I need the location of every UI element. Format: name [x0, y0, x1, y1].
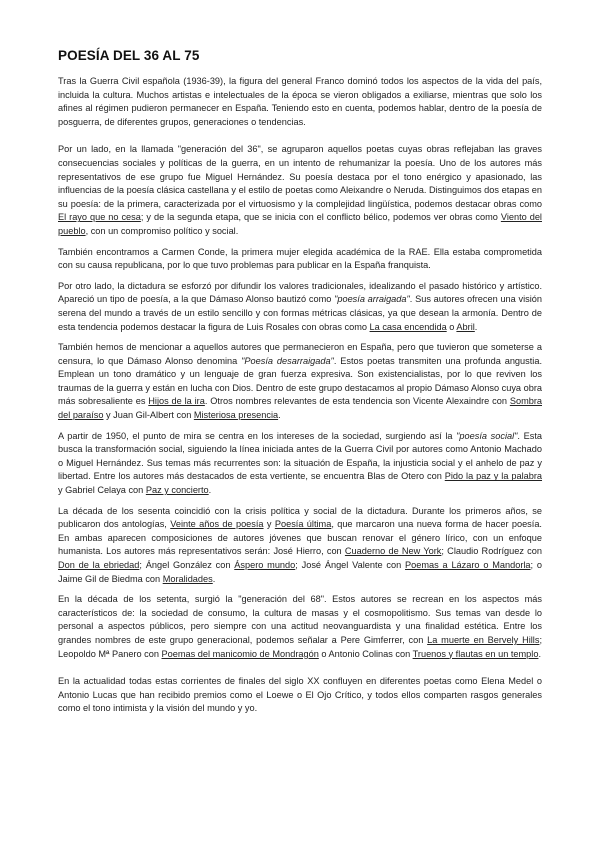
work-title: Viento del pueblo	[58, 212, 542, 236]
work-title: La casa encendida	[369, 321, 447, 332]
work-title: Áspero mundo	[234, 560, 296, 570]
paragraph-sesenta: La década de los sesenta coincidió con la crisis política y social de la dictadura. Durante los primeros años, se publicaron dos antologías, Veinte años de poesía y Poesía última, que marcaron una nueva forma de hacer poesía. En ambas aparecen composiciones de autores jóvenes que buscan renovar el género lírico, con un enfoque humanista. Los autores más representativos serán: José Hierro, con Cuaderno de New York; Claudio Rodríguez con Don de la ebriedad; Ángel González con Áspero mundo; José Ángel Valente con Poemas a Lázaro o Mandorla; o Jaime Gil de Biedma con Moralidades.	[58, 505, 543, 584]
paragraph-intro: Tras la Guerra Civil española (1936-39), la figura del general Franco dominó todos los aspectos de la vida del país, incluida la cultura. Muchos artistas e intelectuales de la época se vieron obligados a exiliarse, mientras que solo los afines al régimen pudieron permanecer en España. Teniendo esto en cuenta, podemos hablar, dentro de la poesía de posguerra, de diferentes grupos, generaciones o tendencias.	[58, 76, 542, 127]
paragraph-poesia-social: A partir de 1950, el punto de mira se centra en los intereses de la sociedad, surgiendo así la "poesía social". Esta busca la transformación social, siguiendo la línea iniciada antes de la Guerra Civil por autores como Antonio Machado o Miguel Hernández. Sus temas más recurrentes son: la situación de España, la injusticia social y el anhelo de paz y libertad. Entre los autores más destacados de esta vertiente, se encuentra Blas de Otero con Pido la paz y la palabra y Gabriel Celaya con Paz y concierto.	[58, 430, 543, 496]
work-title: Truenos y flautas en un templo	[412, 648, 539, 659]
page-title: POESÍA DEL 36 AL 75	[58, 48, 200, 63]
work-title: Cuaderno de New York	[344, 546, 442, 557]
work-title: Poemas del manicomio de Mondragón	[161, 648, 319, 659]
paragraph-carmen-conde: También encontramos a Carmen Conde, la primera mujer elegida académica de la RAE. Ella estaba comprometida con su causa republicana, por lo que tuvo problemas para publicar en la España franquista.	[58, 246, 542, 271]
work-title: Misteriosa presencia	[193, 410, 279, 421]
work-title: Veinte años de poesía	[170, 519, 264, 530]
work-title: Abril	[456, 321, 475, 332]
work-title: La muerte en Bervely Hills	[427, 634, 540, 645]
document-page	[58, 48, 542, 723]
paragraph-actualidad: En la actualidad todas estas corrientes de finales del siglo XX confluyen en diferentes poetas como Elena Medel o Antonio Lucas que han recibido premios como el Loewe o El Ojo Crítico, y todos ellos comparten rasgos generales como el tono intimista y la visión del mundo y yo.	[58, 676, 542, 714]
quoted-term: "poesía arraigada"	[334, 294, 410, 305]
quoted-term: "Poesía desarraigada"	[241, 355, 334, 366]
work-title: Poesía última	[274, 519, 332, 530]
quoted-term: "poesía social"	[456, 430, 518, 441]
paragraph-generacion-68: En la década de los setenta, surgió la "generación del 68". Estos autores se recrean en los aspectos más característicos de: la sociedad de consumo, la cultura de masas y el cosmopolitismo. Sus temas van desde lo personal a aspectos públicos, pero siempre con una actitud neovanguardista y una finalidad estética. Entre los grandes nombres de este grupo generacional, podemos señalar a Pere Gimferrer, con La muerte en Bervely Hills; Leopoldo Mª Panero con Poemas del manicomio de Mondragón o Antonio Colinas con Truenos y flautas en un templo.	[58, 594, 543, 659]
work-title: Paz y concierto	[145, 485, 209, 496]
paragraph-poesia-arraigada: Por otro lado, la dictadura se esforzó por difundir los valores tradicionales, idealizando el pasado histórico y artístico. Apareció un tipo de poesía, a la que Dámaso Alonso bautizó como "poesía arraigada". Sus autores ofrecen una visión serena del mundo a través de un estilo sencillo y con formas métricas clásicas, ya que desean la armonía. Dentro de esta tendencia podemos destacar la figura de Luis Rosales con obras como La casa encendida o Abril.	[58, 280, 543, 332]
work-title: Poemas a Lázaro o Mandorla	[405, 560, 531, 570]
work-title: Sombra del paraíso	[58, 396, 542, 421]
work-title: Pido la paz y la palabra	[444, 471, 543, 482]
work-title: El rayo que no cesa	[58, 212, 141, 223]
work-title: Moralidades	[162, 573, 213, 584]
paragraph-generacion-36: Por un lado, en la llamada "generación del 36", se agruparon aquellos poetas cuyas obras reflejaban las graves consecuencias sociales y políticas de la guerra, en un intento de rehumanizar la poesía. Uno de los autores más representativos de ese grupo fue Miguel Hernández. Su poesía destaca por el tono enérgico y apasionado, las influencias de la poesía clásica castellana y el estilo de poetas como Aleixandre o Neruda. Distinguimos dos etapas en su poesía: de la primera, caracterizada por el virtuosismo y la complejidad lingüística, podemos destacar obras como El rayo que no cesa; y de la segunda etapa, que se inicia con el conflicto bélico, podemos ver obras como Viento del pueblo, con un compromiso político y social.	[58, 144, 542, 236]
work-title: Don de la ebriedad	[58, 560, 140, 570]
work-title: Hijos de la ira	[148, 396, 205, 407]
paragraph-poesia-desarraigada: También hemos de mencionar a aquellos autores que permanecieron en España, pero que tuvieron que someterse a censura, lo que Dámaso Alonso denomina "Poesía desarraigada". Estos poetas transmiten una profunda angustia. Emplean un tono dramático y un lenguaje de gran fuerza expresiva. Son existencialistas, por lo que reviven los traumas de la guerra y están en lucha con Dios. Dentro de este grupo destacamos al propio Dámaso Alonso cuya obra más sobresaliente es Hijos de la ira. Otros nombres relevantes de esta tendencia son Vicente Alexaindre con Sombra del paraíso y Juan Gil-Albert con Misteriosa presencia.	[58, 342, 542, 421]
